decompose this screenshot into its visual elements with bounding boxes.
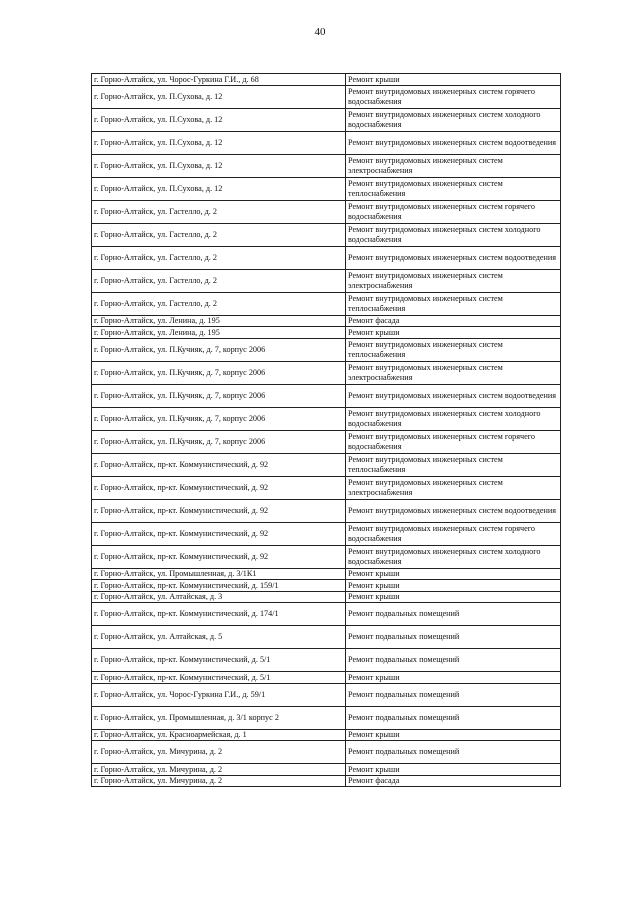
table-row: [92, 361, 561, 384]
address-cell: г. Горно-Алтайск, ул. П.Кучияк, д. 7, корпус 2006: [92, 338, 346, 361]
address-cell: г. Горно-Алтайск, ул. Гастелло, д. 2: [92, 246, 346, 269]
table-row: [92, 626, 561, 649]
address-cell: г. Горно-Алтайск, пр-кт. Коммунистический, д. 92: [92, 453, 346, 476]
address-cell: г. Горно-Алтайск, пр-кт. Коммунистический, д. 92: [92, 499, 346, 522]
work-type-cell: Ремонт внутридомовых инженерных систем холодного водоснабжения: [346, 108, 561, 131]
address-cell: г. Горно-Алтайск, ул. Гастелло, д. 2: [92, 269, 346, 292]
address-cell: г. Горно-Алтайск, ул. Промышленная, д. 3/1К1: [92, 568, 346, 580]
address-cell: г. Горно-Алтайск, ул. Гастелло, д. 2: [92, 223, 346, 246]
address-cell: г. Горно-Алтайск, ул. Чорос-Гуркина Г.И., д. 59/1: [92, 683, 346, 706]
work-type-cell: Ремонт внутридомовых инженерных систем электроснабжения: [346, 154, 561, 177]
address-cell: г. Горно-Алтайск, ул. Ленина, д. 195: [92, 327, 346, 339]
table-row: [92, 603, 561, 626]
work-type-cell: Ремонт внутридомовых инженерных систем холодного водоснабжения: [346, 223, 561, 246]
work-type-cell: Ремонт крыши: [346, 672, 561, 684]
table-row: [92, 154, 561, 177]
works-table: [91, 73, 561, 787]
table-row: [92, 200, 561, 223]
work-type-cell: Ремонт подвальных помещений: [346, 626, 561, 649]
address-cell: г. Горно-Алтайск, пр-кт. Коммунистический, д. 5/1: [92, 649, 346, 672]
table-row: [92, 85, 561, 108]
address-cell: г. Горно-Алтайск, ул. Чорос-Гуркина Г.И., д. 68: [92, 74, 346, 86]
address-cell: г. Горно-Алтайск, ул. Красноармейская, д. 1: [92, 729, 346, 741]
work-type-cell: Ремонт крыши: [346, 327, 561, 339]
table-row: [92, 775, 561, 787]
work-type-cell: Ремонт крыши: [346, 729, 561, 741]
address-cell: г. Горно-Алтайск, ул. П.Кучияк, д. 7, корпус 2006: [92, 384, 346, 407]
address-cell: г. Горно-Алтайск, ул. П.Кучияк, д. 7, корпус 2006: [92, 430, 346, 453]
address-cell: г. Горно-Алтайск, пр-кт. Коммунистический, д. 5/1: [92, 672, 346, 684]
address-cell: г. Горно-Алтайск, пр-кт. Коммунистический, д. 159/1: [92, 580, 346, 592]
work-type-cell: Ремонт внутридомовых инженерных систем горячего водоснабжения: [346, 200, 561, 223]
work-type-cell: Ремонт внутридомовых инженерных систем теплоснабжения: [346, 338, 561, 361]
table-row: [92, 649, 561, 672]
work-type-cell: Ремонт подвальных помещений: [346, 683, 561, 706]
work-type-cell: Ремонт фасада: [346, 315, 561, 327]
works-table-body: [92, 74, 561, 787]
work-type-cell: Ремонт внутридомовых инженерных систем теплоснабжения: [346, 453, 561, 476]
table-row: [92, 338, 561, 361]
table-row: [92, 269, 561, 292]
address-cell: г. Горно-Алтайск, ул. Алтайская, д. 3: [92, 591, 346, 603]
table-row: [92, 453, 561, 476]
address-cell: г. Горно-Алтайск, пр-кт. Коммунистический, д. 92: [92, 476, 346, 499]
address-cell: г. Горно-Алтайск, пр-кт. Коммунистический, д. 174/1: [92, 603, 346, 626]
table-row: [92, 568, 561, 580]
address-cell: г. Горно-Алтайск, пр-кт. Коммунистический, д. 92: [92, 522, 346, 545]
address-cell: г. Горно-Алтайск, ул. Алтайская, д. 5: [92, 626, 346, 649]
page-number: 40: [314, 26, 326, 38]
work-type-cell: Ремонт внутридомовых инженерных систем электроснабжения: [346, 476, 561, 499]
table-row: [92, 384, 561, 407]
table-row: [92, 223, 561, 246]
table-row: [92, 177, 561, 200]
address-cell: г. Горно-Алтайск, ул. П.Сухова, д. 12: [92, 108, 346, 131]
table-row: [92, 729, 561, 741]
work-type-cell: Ремонт подвальных помещений: [346, 741, 561, 764]
work-type-cell: Ремонт внутридомовых инженерных систем электроснабжения: [346, 269, 561, 292]
table-row: [92, 246, 561, 269]
work-type-cell: Ремонт подвальных помещений: [346, 649, 561, 672]
table-row: [92, 522, 561, 545]
address-cell: г. Горно-Алтайск, ул. Промышленная, д. 3/1 корпус 2: [92, 706, 346, 729]
work-type-cell: Ремонт подвальных помещений: [346, 706, 561, 729]
address-cell: г. Горно-Алтайск, ул. П.Кучияк, д. 7, корпус 2006: [92, 407, 346, 430]
work-type-cell: Ремонт внутридомовых инженерных систем водоотведения: [346, 246, 561, 269]
work-type-cell: Ремонт внутридомовых инженерных систем холодного водоснабжения: [346, 407, 561, 430]
work-type-cell: Ремонт крыши: [346, 580, 561, 592]
address-cell: г. Горно-Алтайск, ул. П.Сухова, д. 12: [92, 85, 346, 108]
address-cell: г. Горно-Алтайск, ул. Мичурина, д. 2: [92, 741, 346, 764]
address-cell: г. Горно-Алтайск, ул. Мичурина, д. 2: [92, 764, 346, 776]
address-cell: г. Горно-Алтайск, пр-кт. Коммунистический, д. 92: [92, 545, 346, 568]
address-cell: г. Горно-Алтайск, ул. Ленина, д. 195: [92, 315, 346, 327]
table-row: [92, 327, 561, 339]
table-row: [92, 131, 561, 154]
address-cell: г. Горно-Алтайск, ул. Мичурина, д. 2: [92, 775, 346, 787]
table-row: [92, 706, 561, 729]
table-row: [92, 108, 561, 131]
table-row: [92, 741, 561, 764]
table-row: [92, 672, 561, 684]
address-cell: г. Горно-Алтайск, ул. П.Сухова, д. 12: [92, 154, 346, 177]
work-type-cell: Ремонт внутридомовых инженерных систем водоотведения: [346, 499, 561, 522]
work-type-cell: Ремонт крыши: [346, 74, 561, 86]
work-type-cell: Ремонт внутридомовых инженерных систем теплоснабжения: [346, 292, 561, 315]
work-type-cell: Ремонт внутридомовых инженерных систем горячего водоснабжения: [346, 522, 561, 545]
table-row: [92, 580, 561, 592]
address-cell: г. Горно-Алтайск, ул. Гастелло, д. 2: [92, 200, 346, 223]
work-type-cell: Ремонт внутридомовых инженерных систем горячего водоснабжения: [346, 430, 561, 453]
work-type-cell: Ремонт внутридомовых инженерных систем горячего водоснабжения: [346, 85, 561, 108]
work-type-cell: Ремонт крыши: [346, 764, 561, 776]
work-type-cell: Ремонт внутридомовых инженерных систем водоотведения: [346, 131, 561, 154]
work-type-cell: Ремонт внутридомовых инженерных систем электроснабжения: [346, 361, 561, 384]
work-type-cell: Ремонт внутридомовых инженерных систем холодного водоснабжения: [346, 545, 561, 568]
table-row: [92, 499, 561, 522]
table-row: [92, 764, 561, 776]
table-row: [92, 74, 561, 86]
work-type-cell: Ремонт внутридомовых инженерных систем водоотведения: [346, 384, 561, 407]
work-type-cell: Ремонт крыши: [346, 568, 561, 580]
work-type-cell: Ремонт внутридомовых инженерных систем теплоснабжения: [346, 177, 561, 200]
work-type-cell: Ремонт подвальных помещений: [346, 603, 561, 626]
address-cell: г. Горно-Алтайск, ул. П.Сухова, д. 12: [92, 177, 346, 200]
address-cell: г. Горно-Алтайск, ул. Гастелло, д. 2: [92, 292, 346, 315]
table-row: [92, 476, 561, 499]
address-cell: г. Горно-Алтайск, ул. П.Сухова, д. 12: [92, 131, 346, 154]
address-cell: г. Горно-Алтайск, ул. П.Кучияк, д. 7, корпус 2006: [92, 361, 346, 384]
table-row: [92, 545, 561, 568]
work-type-cell: Ремонт фасада: [346, 775, 561, 787]
table-row: [92, 430, 561, 453]
table-row: [92, 407, 561, 430]
table-row: [92, 315, 561, 327]
work-type-cell: Ремонт крыши: [346, 591, 561, 603]
table-row: [92, 683, 561, 706]
table-row: [92, 591, 561, 603]
table-row: [92, 292, 561, 315]
